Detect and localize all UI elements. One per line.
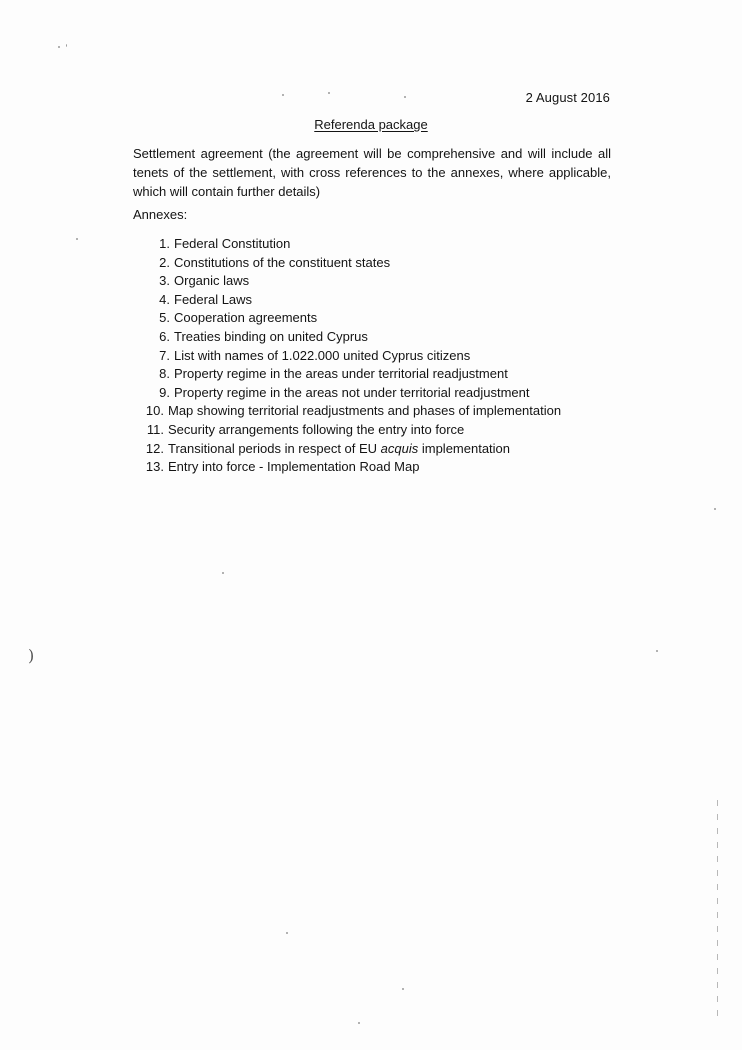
annex-number: 4. [159,291,170,307]
scan-speck [402,988,404,990]
annex-text: List with names of 1.022.000 united Cyprus citizens [174,347,471,363]
scan-speck [282,94,284,96]
scan-speck [328,92,330,94]
annex-number: 10. [145,403,164,419]
annex-item [133,235,561,254]
annex-text: Cooperation agreements [174,310,318,326]
annex-number: 2. [159,254,170,270]
annex-item [133,272,561,291]
scan-speck [58,46,60,48]
annex-number: 7. [159,347,170,363]
annex-number: 11. [146,421,164,437]
annex-item [133,365,561,384]
annex-number: 5. [159,310,170,326]
scan-speck [286,932,288,934]
annex-text-after: implementation [418,440,511,456]
scan-speck [66,44,67,47]
annex-item [133,328,561,347]
scan-speck [404,96,406,98]
intro-paragraph: Settlement agreement (the agreement will be comprehensive and will include all tenets of the settlement, with cross references to the annexes, where applicable, which will contain further details) [133,146,611,199]
annex-number: 8. [159,366,170,382]
scan-speck [714,508,716,510]
scan-speck [76,238,78,240]
annex-text: Federal Constitution [174,236,291,251]
annex-text: Property regime in the areas not under territorial readjustment [174,384,530,400]
annex-item [133,291,561,310]
annex-item [133,440,561,459]
annex-item [133,421,561,440]
annexes-label: Annexes: [133,207,188,222]
annex-item [133,458,561,477]
annex-text: Constitutions of the constituent states [174,254,391,270]
annex-item [133,347,561,366]
document-date: 2 August 2016 [525,90,610,105]
scan-speck [656,650,658,652]
annex-number: 6. [159,328,170,344]
annex-list [133,235,561,477]
annex-number: 12. [145,440,164,456]
annex-text: Map showing territorial readjustments and phases of implementation [168,403,562,419]
annex-item [133,402,561,421]
annex-text: Federal Laws [174,291,253,307]
annex-number: 9. [159,384,170,400]
document-title: Referenda package [314,117,428,132]
annex-number: 1. [159,236,170,251]
annex-text: Organic laws [174,273,250,289]
scan-edge-artifact [717,800,718,1020]
annex-number: 3. [159,273,170,289]
annex-text-italic: acquis [380,440,419,456]
scan-mark: ) [28,646,35,665]
scan-speck [358,1022,360,1024]
annex-text: Treaties binding on united Cyprus [174,328,368,344]
annex-text: Security arrangements following the entry into force [168,421,465,437]
scan-speck [222,572,224,574]
annex-item [133,254,561,273]
annex-item [133,309,561,328]
annex-text: Property regime in the areas under territorial readjustment [174,366,508,382]
annex-number: 13. [145,459,164,475]
annex-text-before: Transitional periods in respect of EU [168,440,381,456]
annex-item [133,384,561,403]
annex-text: Entry into force - Implementation Road Map [168,459,420,475]
